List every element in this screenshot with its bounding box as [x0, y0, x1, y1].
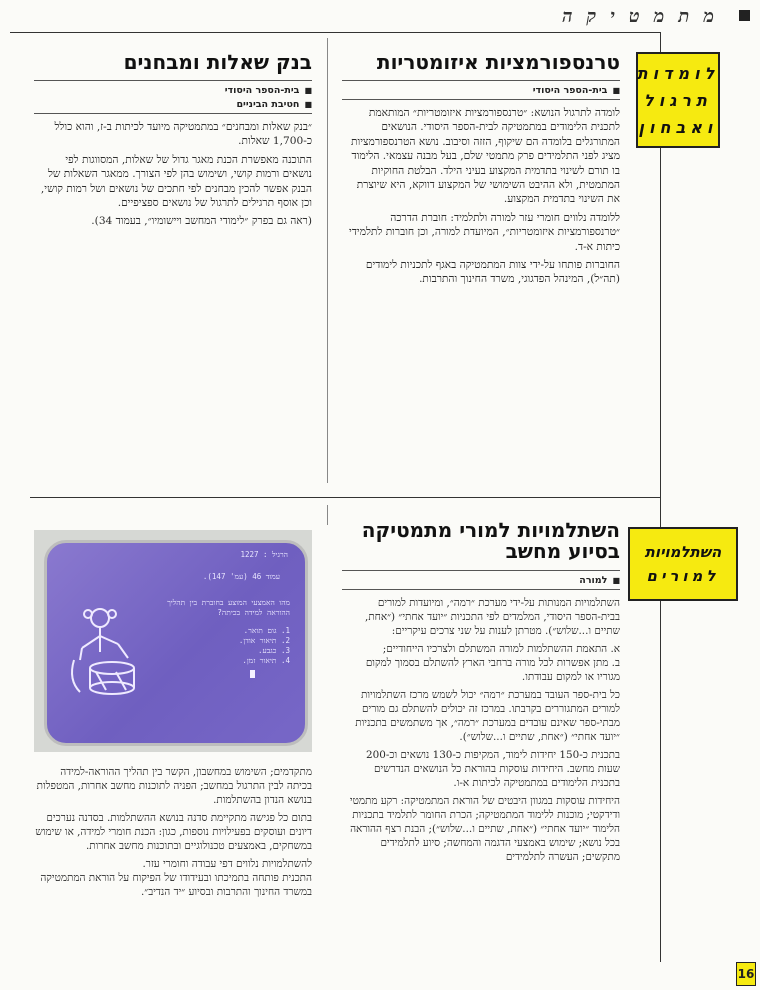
sidebar-box-tutorials-line3: ואבחון — [638, 117, 718, 137]
column-divider-bottom — [327, 505, 328, 525]
transformations-title-rule — [342, 80, 620, 81]
page-number: 16 — [736, 962, 756, 986]
screen-option: 2. תיאור אודן. — [238, 636, 290, 645]
question-bank-tag-middle: ■ חטיבת הביניים — [34, 98, 312, 112]
header-square-bullet — [739, 10, 750, 21]
sidebar-box-tutorials — [636, 52, 720, 148]
training-paragraph: בתכנית כ-150 יחידות לימוד, המקיפות כ-130 נושאים וכ-200 שעות מחשב. היחידות עוסקות בהוראת כל הנושאים הנדרשים בתכנית הלימודים במתמטיקה לכיתות א-ו. — [366, 749, 620, 789]
question-bank-body — [34, 120, 312, 233]
question-bank-tag-rule — [34, 113, 312, 114]
transformations-paragraph: לומדה לתרגול הנושא: ״טרנספורמציות איזומטריות״ המותאמת לתכנית הלימודים במתמטיקה לבית-הספר היסודי. הנושאים המתורגלים בלומדה הם שיקוף, הזזה וסיבוב. נושא הטרנספורמציות מציג לפני התלמידים פרק מתמטי שלם, בעל מבנה עצמאי. הלימוד בו תורם לשינוי בתדמית המקצוע בעיני הילד. הבלטת החוקיות המתמטית, ולא ההיבט השימושי של המקצוע דווקא, היא שיוצרת את השינוי בתדמית המקצוע. — [351, 107, 620, 206]
transformations-paragraph: ללומדה נלווים חומרי עזר למורה ולתלמיד: חוברת הדרכה ״טרנספורמציות איזומטריות״, המיועדת למורה, וכן חוברות לתלמידי כיתות א-ד. — [349, 211, 620, 253]
running-header-title: מתמטיקה — [562, 6, 728, 27]
sidebar-box-teacher-training — [628, 527, 738, 601]
drummer-monkey-illustration — [66, 600, 146, 700]
training-list-item: ב. מתן אפשרות לכל מורה ברחבי הארץ להשתלם בסמוך למקום מגוריו או למקום עבודתו. — [365, 657, 620, 683]
training-tag-rule — [342, 589, 620, 590]
section-divider — [30, 497, 660, 498]
column-divider-top — [327, 38, 328, 483]
transformations-title: טרנספורמציות איזומטריות — [376, 50, 620, 74]
screen-option: 4. תיאור זמן. — [242, 656, 290, 665]
screen-top-label: הרגיל : 1227 — [240, 550, 288, 559]
training-title-line1: השתלמויות למורי מתמטיקה — [361, 518, 620, 542]
training-continuation — [34, 765, 312, 903]
transformations-paragraph: החוברות פותחו על-ידי צוות המתמטיקה באגף לתכניות לימודים (תה״ל), המינהל הפדגוגי, משרד החינוך והתרבות. — [365, 259, 620, 286]
training-continuation-paragraph: בתום כל פגישה מתקיימת סדנה בנושא ההשתלמות. בסדנה נערכים דיונים ועוסקים בפעילויות נוספות, כגון: הכנת חומרי למידה, או שימוש במשחקים, באמצעים טכנולוגיים ובתוכנות מחשב אחרות. — [35, 812, 312, 852]
training-body — [342, 596, 620, 868]
training-continuation-paragraph: מתקדמים; השימוש במחשבון, הקשר בין תהליך ההוראה-למידה בכיתה לבין התרגול במחשב; הפניה לתוכנות מחשב אחרות, המטפלות בנושא הנדון בהשתלמות. — [36, 766, 312, 806]
screen-question-line: ההוראה למידה בכיתה? — [217, 608, 290, 617]
training-tag: ■ למורה — [342, 574, 620, 588]
question-bank-paragraph: ״בנק שאלות ומבחנים״ במתמטיקה מיועד לכיתות ב-ז, והוא כולל כ-1,700 שאלות. — [54, 121, 312, 148]
question-bank-paragraph: (ראה גם בפרק ״לימודי המחשב ויישומיו״, בעמוד 34). — [91, 215, 312, 228]
training-title-rule — [342, 570, 620, 571]
transformations-tag: ■ בית-הספר היסודי — [342, 84, 620, 98]
screen-line-page: עמוד 46 (עמ' 147). — [202, 572, 280, 581]
sidebar-box-training-line1: השתלמויות — [644, 543, 722, 561]
training-title — [338, 520, 620, 562]
training-title-line2: בסיוע מחשב — [505, 539, 620, 563]
screen-option: 3. כגבע. — [257, 646, 290, 655]
screen-question-line: מהו האמצעי המוצע בחוברת בין תהליך — [167, 598, 290, 607]
training-continuation-paragraph: להשתלמויות נלווים דפי עבודה וחומרי עזר. — [142, 858, 312, 870]
training-continuation-paragraph: התכנית פותחה בתמיכתו ובעידודו של הפיקוח על הוראת המתמטיקה במשרד החינוך והתרבות ובסיוע ״יד הנדיב״. — [40, 872, 312, 898]
screen-cursor — [250, 670, 255, 678]
sidebar-box-training-line2: למורים — [646, 567, 720, 585]
question-bank-paragraph: התוכנה מאפשרת הכנת מאגר גדול של שאלות, המסווגות לפי נושאים ורמות קושי, ושימוש בהן לפי הצורך. ממאגר השאלות של הבנק אפשר להכין מבחנים לפי חתכים של נושאים ושל רמות קושי, וכן אוסף תרגילים לתרגול של נושאים ספציפיים. — [40, 153, 312, 210]
training-paragraph: היחידות עוסקות במגוון היבטים של הוראת המתמטיקה: רקע מתמטי ודידקטי; מוכנות ללימוד המתמטיקה; הכרת החומר לתלמיד בתכניות הלימוד ״יועד אחתי״ (״אחת, שתיים ו...שלוש״); הבנת רצף ההוראה בכל נושא; שימוש באמצעי הדגמה והמחשה; סיוע לתלמידים מתקשים; העשרה לתלמידים — [349, 795, 620, 863]
right-frame-rule — [660, 32, 661, 962]
sidebar-box-tutorials-line2: תרגול — [644, 90, 712, 110]
question-bank-title: בנק שאלות ומבחנים — [123, 50, 312, 74]
question-bank-tag-elementary: ■ בית-הספר היסודי — [34, 84, 312, 98]
training-list-item: א. התאמת ההשתלמות למורה המשתלם ולצרכיו הייחודיים; — [382, 643, 620, 655]
training-paragraph: כל בית-ספר העובד במערכת ״רמה״ יכול לשמש מרכז השתלמויות למורים המתגוררים בקרבתו. במרכז זה יכולים להשתלם גם מורים מבתי-ספר שאינם עובדים במערכת ״רמה״, אך משתמשים בתכניות ״יועד אחתי״ (״אחת, שתיים ו...שלוש״). — [355, 689, 620, 743]
transformations-tag-rule — [342, 99, 620, 100]
training-intro: השתלמויות המנותות על-ידי מערכת ״רמה״, ומיועדות למורים בבית-הספר היסודי, המלמדים לפי התכניות ״יועד אחתי״ (״אחת, שתיים ו...שלוש״). מטרתן לענות על שני צרכים עיקריים: — [365, 597, 620, 637]
question-bank-title-rule — [34, 80, 312, 81]
transformations-body — [342, 106, 620, 291]
header-rule — [10, 32, 660, 33]
sidebar-box-tutorials-line1: לומדות — [636, 63, 720, 83]
screen-option: 1. גום תואר. — [243, 626, 290, 635]
